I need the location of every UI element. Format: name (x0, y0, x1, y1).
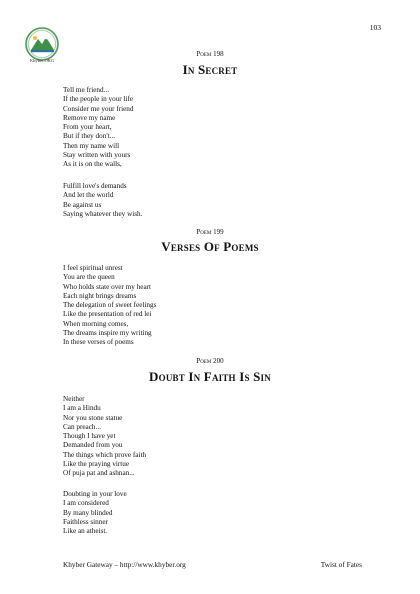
poem-title: Doubt In Faith Is Sin (149, 369, 271, 384)
poem-line: Like an atheist. (63, 527, 108, 536)
poem-line: Be against us (63, 200, 102, 209)
logo-caption: Khyber.ORG (29, 58, 55, 63)
poem-line: Tell me friend... (63, 86, 109, 94)
poem-number: Poem 200 (196, 357, 224, 365)
poem-line: The delegation of sweet feelings (63, 301, 157, 310)
poem-line: Like the praying virtue (63, 460, 130, 469)
poem-line: Each night brings dreams (63, 291, 137, 300)
poem-line: Doubting in your love (63, 490, 127, 498)
poem-line: By many blinded (63, 508, 113, 517)
footer-book-title: Twist of Fates (320, 560, 362, 569)
poem-line: The things which prove faith (63, 450, 147, 459)
poem-line: Can preach... (63, 422, 101, 431)
poem-title: Verses Of Poems (161, 239, 259, 254)
poem-line: Consider me your friend (63, 104, 134, 113)
poem-line: If the people in your life (63, 95, 134, 104)
stanza (63, 182, 142, 219)
footer-source: Khyber Gateway – http://www.khyber.org (63, 560, 186, 569)
stanza (63, 86, 133, 170)
poem-line: Who holds state over my heart (63, 282, 152, 291)
poem-line: The dreams inspire my writing (63, 329, 152, 338)
poem-line: And let the world (63, 191, 114, 200)
poem-line: Stay written with yours (63, 151, 131, 160)
stanza (63, 264, 156, 348)
poem-line: Remove my name (63, 113, 116, 122)
poem-line: Saying whatever they wish. (63, 209, 143, 218)
stanza (63, 395, 146, 479)
stanza (63, 490, 127, 536)
poem-line: When morning comes, (63, 319, 129, 328)
poem-title: In Secret (182, 62, 238, 77)
poem-line: Like the presentation of red lei (63, 310, 152, 319)
poem-line: Demanded from you (63, 441, 123, 450)
poem-line: From your heart, (63, 123, 112, 132)
poem-line: Nor you stone statue (63, 413, 123, 422)
poem-line: I feel spiritual unrest (63, 264, 123, 272)
poem-number: Poem 199 (196, 228, 224, 236)
poem-line: But if they don't... (63, 132, 116, 141)
poem-line: You are the queen (63, 273, 115, 282)
poem-line: Then my name will (63, 141, 120, 150)
poem-line: Of puja pat and ashnan... (63, 469, 135, 478)
poem-line: In these verses of poems (63, 338, 134, 347)
page-number: 103 (369, 23, 381, 32)
poem-line: Fulfill love's demands (63, 182, 127, 190)
poem-line: As it is on the walls, (63, 160, 122, 169)
poem-line: I am a Hindu (63, 404, 101, 413)
poem-line: Neither (63, 395, 85, 403)
poem-line: Faithless sinner (63, 517, 108, 526)
poem-line: Though I have yet (63, 432, 116, 441)
poem-number: Poem 198 (196, 50, 224, 58)
poem-line: I am considered (63, 499, 109, 508)
